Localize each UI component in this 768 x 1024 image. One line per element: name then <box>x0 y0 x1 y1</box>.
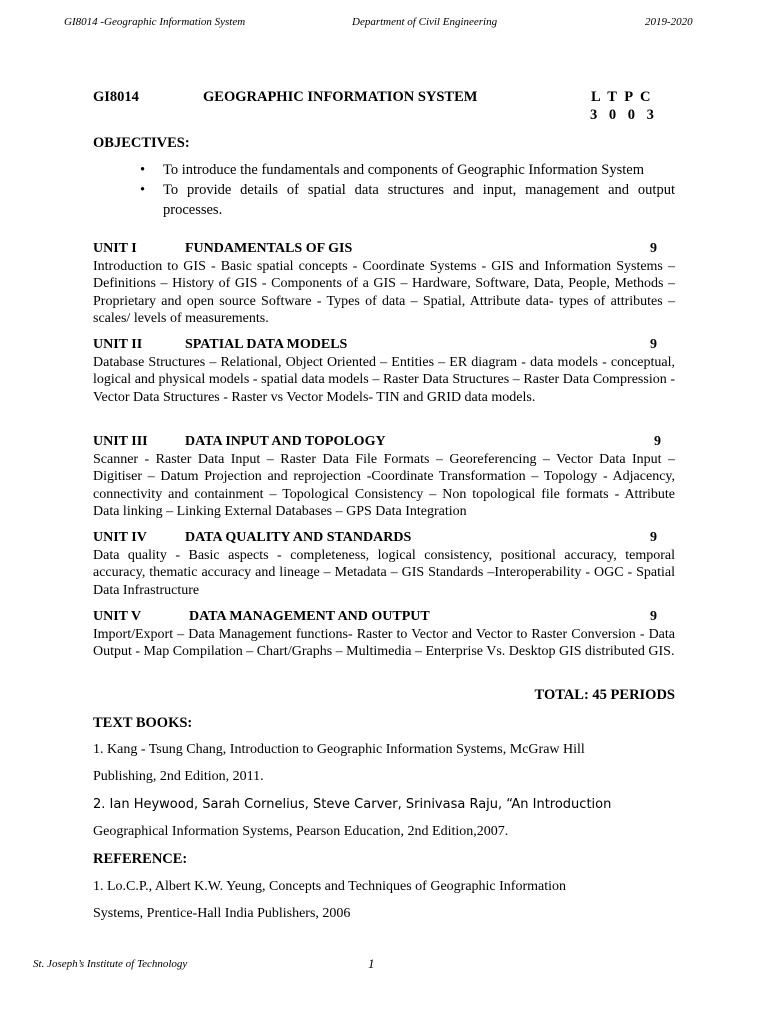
text-books-heading: TEXT BOOKS: <box>93 715 193 731</box>
unit-body: Database Structures – Relational, Object Oriented – Entities – ER diagram - data models - conceptual, logical and physical models - spatial data models – Raster Data Structures – Raster Data Compression - Vector Data Structures - Raster vs Vector Models- TIN and GRID data models. <box>93 354 675 405</box>
text-book-line: 1. Kang - Tsung Chang, Introduction to Geographic Information Systems, McGraw Hill <box>93 742 585 757</box>
bullet-icon: • <box>140 162 146 178</box>
unit-3 <box>93 433 675 521</box>
unit-1 <box>93 240 675 328</box>
header-course-title: GI8014 -Geographic Information System <box>64 16 246 28</box>
unit-body: Introduction to GIS - Basic spatial concepts - Coordinate Systems - GIS and Information Systems – Definitions – History of GIS - Components of a GIS – Hardware, Software, Data, People, Methods – Proprietary and open source Software - Types of data – Spatial, Attribute data- types of attributes – scales/ levels of measurements. <box>93 258 675 326</box>
reference-heading: REFERENCE: <box>93 851 188 867</box>
ltpc-values: 3 0 0 3 <box>590 107 658 123</box>
page-number: 1 <box>368 956 375 971</box>
unit-body: Import/Export – Data Management functions- Raster to Vector and Vector to Raster Conversion - Data Output - Map Compilation – Chart/Graphs – Multimedia – Enterprise Vs. Desktop GIS distributed GIS. <box>93 626 675 659</box>
objective-text: To introduce the fundamentals and components of Geographic Information System <box>163 162 644 178</box>
unit-hours: 9 <box>654 434 661 449</box>
unit-hours: 9 <box>650 337 657 352</box>
unit-code: UNIT IV <box>93 530 147 545</box>
unit-code: UNIT II <box>93 337 143 352</box>
text-book-line: Geographical Information Systems, Pearson Education, 2nd Edition,2007. <box>93 824 509 839</box>
unit-heading <box>93 433 675 451</box>
bullet-icon: • <box>140 182 146 198</box>
total-periods: TOTAL: 45 PERIODS <box>534 687 675 703</box>
objective-text: To provide details of spatial data structures and input, management and output processes. <box>163 182 675 218</box>
course-name: GEOGRAPHIC INFORMATION SYSTEM <box>203 89 478 105</box>
header-academic-year: 2019-2020 <box>645 16 693 28</box>
unit-body: Data quality - Basic aspects - completeness, logical consistency, positional accuracy, temporal accuracy, thematic accuracy and lineage – Metadata – GIS Standards –Interoperability - OGC - Spatial Data Infrastructure <box>93 547 675 598</box>
unit-body: Scanner - Raster Data Input – Raster Data File Formats – Georeferencing – Vector Data Input – Digitiser – Datum Projection and reprojection -Coordinate Transformation – Topology - Adjacency, connectivity and containment – Topological Consistency – Non topological file formats - Attribute Data linking – Linking External Databases – GPS Data Integration <box>93 451 675 519</box>
unit-title: DATA MANAGEMENT AND OUTPUT <box>189 609 430 624</box>
reference-line: Systems, Prentice-Hall India Publishers, 2006 <box>93 906 351 921</box>
unit-heading <box>93 336 675 354</box>
unit-code: UNIT I <box>93 241 137 256</box>
text-book-line: Publishing, 2nd Edition, 2011. <box>93 769 264 784</box>
course-title-row <box>93 89 653 107</box>
unit-title: DATA INPUT AND TOPOLOGY <box>185 434 386 449</box>
reference-line: 1. Lo.C.P., Albert K.W. Yeung, Concepts and Techniques of Geographic Information <box>93 879 567 894</box>
footer-institute: St. Joseph’s Institute of Technology <box>33 958 188 970</box>
unit-heading <box>93 240 675 258</box>
header-department: Department of Civil Engineering <box>352 16 498 28</box>
objective-item <box>93 180 675 220</box>
unit-code: UNIT V <box>93 609 142 624</box>
text-book-line: 2. Ian Heywood, Sarah Cornelius, Steve Carver, Srinivasa Raju, “An Introduction <box>93 797 612 812</box>
objective-item <box>93 160 675 180</box>
course-code: GI8014 <box>93 89 139 105</box>
objectives-list <box>93 160 675 220</box>
ltpc-label: L T P C <box>591 89 653 105</box>
unit-4 <box>93 529 675 599</box>
unit-title: SPATIAL DATA MODELS <box>185 337 348 352</box>
unit-hours: 9 <box>650 241 657 256</box>
unit-title: FUNDAMENTALS OF GIS <box>185 241 353 256</box>
unit-heading <box>93 529 675 547</box>
unit-hours: 9 <box>650 530 657 545</box>
unit-2 <box>93 336 675 406</box>
unit-heading <box>93 608 675 626</box>
unit-code: UNIT III <box>93 434 148 449</box>
unit-title: DATA QUALITY AND STANDARDS <box>185 530 412 545</box>
unit-hours: 9 <box>650 609 657 624</box>
objectives-heading: OBJECTIVES: <box>93 135 190 151</box>
unit-5 <box>93 608 675 661</box>
